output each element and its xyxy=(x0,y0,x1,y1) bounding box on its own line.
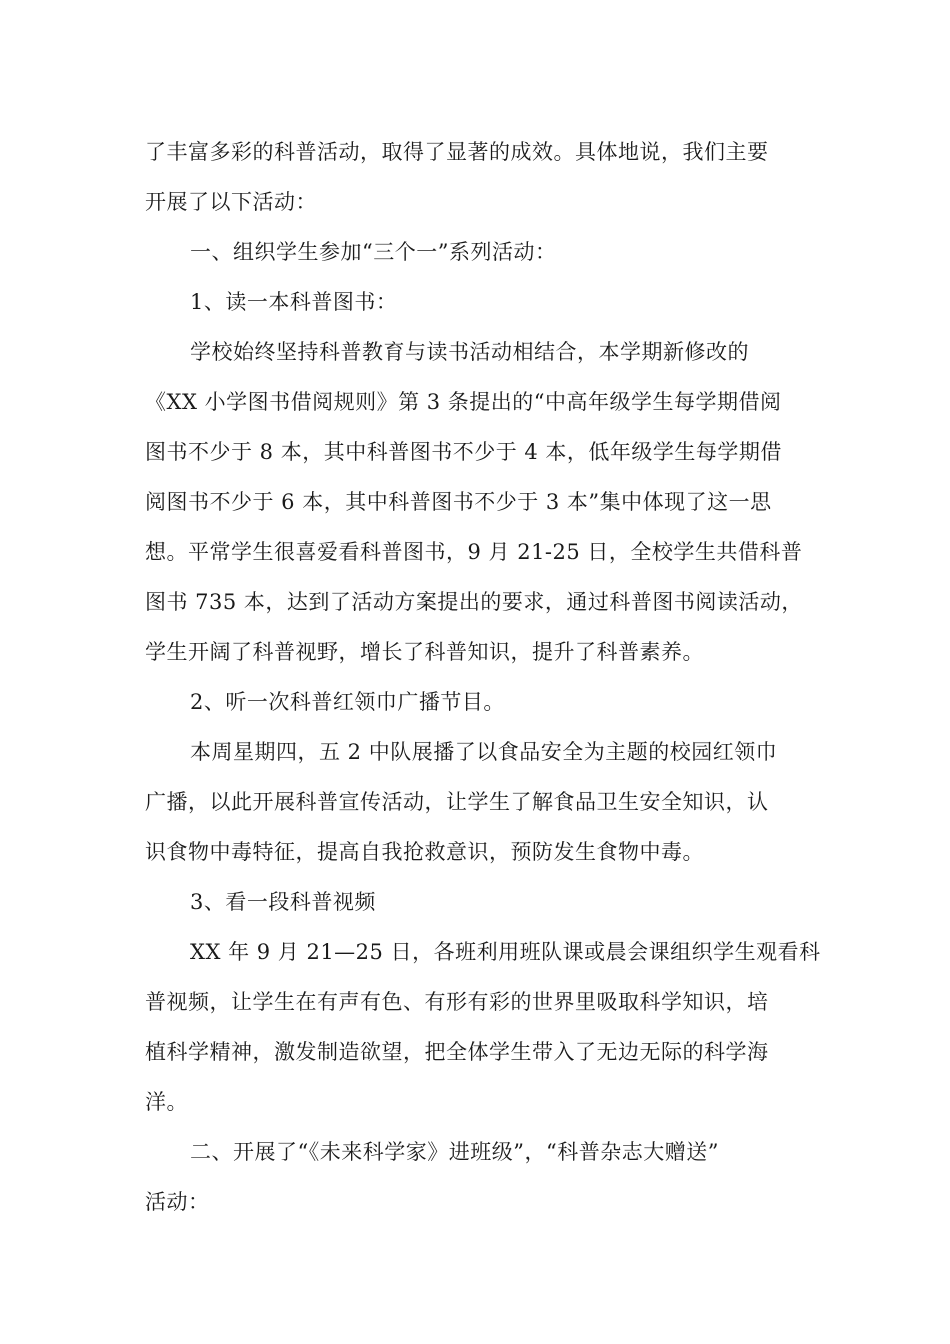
body-text-line: XX 年 9 月 21—25 日，各班利用班队课或晨会课组织学生观看科 xyxy=(190,940,821,964)
body-text-line: 学校始终坚持科普教育与读书活动相结合，本学期新修改的 xyxy=(190,340,749,364)
section-heading: 一、组织学生参加“三个一”系列活动： xyxy=(190,240,557,264)
body-text-line: 图书不少于 8 本，其中科普图书不少于 4 本，低年级学生每学期借 xyxy=(145,440,782,464)
body-text-line: 了丰富多彩的科普活动，取得了显著的成效。具体地说，我们主要 xyxy=(145,140,769,164)
body-text-line: 广播，以此开展科普宣传活动，让学生了解食品卫生安全知识，认 xyxy=(145,790,769,814)
body-text-line: 想。平常学生很喜爱看科普图书，9 月 21-25 日，全校学生共借科普 xyxy=(145,540,803,564)
body-text-line: 图书 735 本，达到了活动方案提出的要求，通过科普图书阅读活动， xyxy=(145,590,803,614)
body-text-line: 植科学精神，激发制造欲望，把全体学生带入了无边无际的科学海 xyxy=(145,1040,769,1064)
subsection-heading: 2、听一次科普红领巾广播节目。 xyxy=(190,690,505,714)
body-text-line: 阅图书不少于 6 本，其中科普图书不少于 3 本”集中体现了这一思 xyxy=(145,490,772,514)
body-text-line: 《XX 小学图书借阅规则》第 3 条提出的“中高年级学生每学期借阅 xyxy=(145,390,782,414)
section-heading: 二、开展了“《未来科学家》进班级”，“科普杂志大赠送” xyxy=(190,1140,719,1164)
body-text-line: 本周星期四，五 2 中队展播了以食品安全为主题的校园红领巾 xyxy=(190,740,778,764)
body-text-line: 洋。 xyxy=(145,1090,188,1114)
body-text-line: 学生开阔了科普视野，增长了科普知识，提升了科普素养。 xyxy=(145,640,704,664)
body-text-line: 开展了以下活动： xyxy=(145,190,317,214)
body-text-line: 识食物中毒特征，提高自我抢救意识，预防发生食物中毒。 xyxy=(145,840,704,864)
subsection-heading: 3、看一段科普视频 xyxy=(190,890,376,914)
body-text-line: 普视频，让学生在有声有色、有形有彩的世界里吸取科学知识，培 xyxy=(145,990,769,1014)
body-text-line: 活动： xyxy=(145,1190,210,1214)
subsection-heading: 1、读一本科普图书： xyxy=(190,290,398,314)
